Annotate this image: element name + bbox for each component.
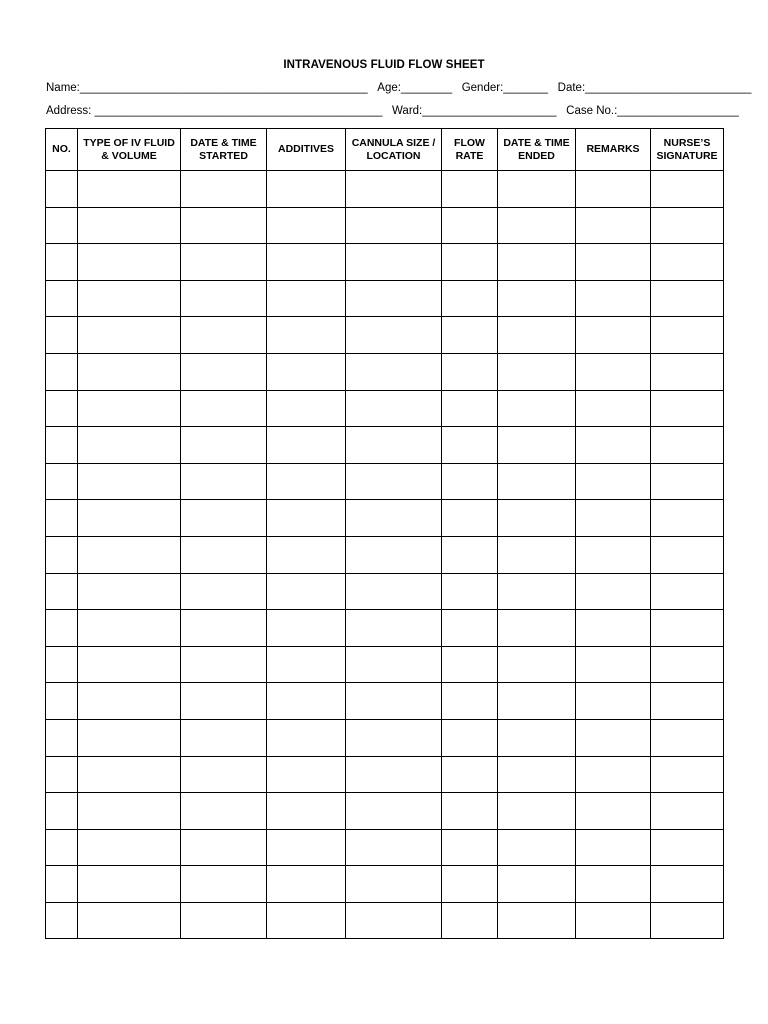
table-row [46, 390, 724, 427]
cell-cannula[interactable] [346, 427, 442, 464]
name-label: Name: [46, 82, 80, 94]
case-no-field[interactable] [566, 105, 739, 117]
cell-date-started[interactable] [181, 244, 267, 281]
cell-nurse-signature[interactable] [651, 610, 724, 647]
case-no-blank[interactable]: ___________________ [617, 105, 739, 117]
cell-iv-fluid[interactable] [78, 171, 181, 208]
cell-date-ended[interactable] [498, 463, 576, 500]
cell-no[interactable] [46, 610, 78, 647]
cell-cannula[interactable] [346, 171, 442, 208]
cell-cannula[interactable] [346, 573, 442, 610]
cell-additives[interactable] [267, 427, 346, 464]
cell-nurse-signature[interactable] [651, 902, 724, 939]
date-label: Date: [557, 82, 586, 94]
cell-cannula[interactable] [346, 244, 442, 281]
cell-iv-fluid[interactable] [78, 280, 181, 317]
cell-date-ended[interactable] [498, 280, 576, 317]
cell-date-started[interactable] [181, 353, 267, 390]
cell-date-started[interactable] [181, 793, 267, 830]
cell-date-ended[interactable] [498, 317, 576, 354]
cell-no[interactable] [46, 500, 78, 537]
cell-no[interactable] [46, 390, 78, 427]
age-field[interactable] [377, 82, 452, 94]
table-row [46, 500, 724, 537]
cell-nurse-signature[interactable] [651, 573, 724, 610]
cell-additives[interactable] [267, 317, 346, 354]
cell-iv-fluid[interactable] [78, 317, 181, 354]
table-row [46, 829, 724, 866]
date-blank[interactable]: __________________________ [585, 82, 752, 94]
table-row [46, 866, 724, 903]
cell-nurse-signature[interactable] [651, 793, 724, 830]
table-row [46, 756, 724, 793]
cell-date-started[interactable] [181, 829, 267, 866]
cell-remarks[interactable] [576, 207, 651, 244]
cell-date-ended[interactable] [498, 353, 576, 390]
cell-flow-rate[interactable] [442, 500, 498, 537]
cell-date-ended[interactable] [498, 536, 576, 573]
cell-iv-fluid[interactable] [78, 902, 181, 939]
cell-no[interactable] [46, 683, 78, 720]
cell-cannula[interactable] [346, 463, 442, 500]
cell-remarks[interactable] [576, 536, 651, 573]
gender-label: Gender: [461, 82, 504, 94]
cell-iv-fluid[interactable] [78, 500, 181, 537]
cell-date-ended[interactable] [498, 646, 576, 683]
cell-flow-rate[interactable] [442, 463, 498, 500]
cell-no[interactable] [46, 793, 78, 830]
cell-date-ended[interactable] [498, 207, 576, 244]
cell-nurse-signature[interactable] [651, 829, 724, 866]
cell-date-started[interactable] [181, 683, 267, 720]
cell-no[interactable] [46, 573, 78, 610]
cell-iv-fluid[interactable] [78, 536, 181, 573]
ward-field[interactable] [392, 105, 557, 117]
cell-additives[interactable] [267, 866, 346, 903]
cell-cannula[interactable] [346, 902, 442, 939]
cell-date-ended[interactable] [498, 793, 576, 830]
cell-additives[interactable] [267, 390, 346, 427]
col-header-no: NO. [46, 129, 78, 171]
table-row [46, 353, 724, 390]
cell-remarks[interactable] [576, 573, 651, 610]
col-header-additives: ADDITIVES [267, 129, 346, 171]
cell-iv-fluid[interactable] [78, 646, 181, 683]
patient-info-line-1 [46, 82, 752, 94]
cell-flow-rate[interactable] [442, 866, 498, 903]
cell-iv-fluid[interactable] [78, 390, 181, 427]
patient-info-line-2 [46, 105, 739, 117]
gender-field[interactable] [462, 82, 548, 94]
cell-no[interactable] [46, 756, 78, 793]
table-row [46, 610, 724, 647]
cell-flow-rate[interactable] [442, 536, 498, 573]
cell-iv-fluid[interactable] [78, 353, 181, 390]
cell-cannula[interactable] [346, 390, 442, 427]
cell-date-started[interactable] [181, 171, 267, 208]
cell-date-started[interactable] [181, 902, 267, 939]
name-field[interactable] [46, 82, 368, 94]
address-label: Address: [46, 105, 92, 117]
cell-no[interactable] [46, 207, 78, 244]
cell-flow-rate[interactable] [442, 719, 498, 756]
cell-flow-rate[interactable] [442, 353, 498, 390]
cell-no[interactable] [46, 902, 78, 939]
cell-additives[interactable] [267, 829, 346, 866]
cell-date-ended[interactable] [498, 829, 576, 866]
cell-nurse-signature[interactable] [651, 756, 724, 793]
cell-remarks[interactable] [576, 353, 651, 390]
cell-additives[interactable] [267, 171, 346, 208]
cell-additives[interactable] [267, 536, 346, 573]
cell-date-started[interactable] [181, 756, 267, 793]
table-row [46, 902, 724, 939]
cell-flow-rate[interactable] [442, 280, 498, 317]
cell-additives[interactable] [267, 573, 346, 610]
cell-flow-rate[interactable] [442, 317, 498, 354]
cell-cannula[interactable] [346, 646, 442, 683]
table-row [46, 683, 724, 720]
cell-date-started[interactable] [181, 646, 267, 683]
cell-nurse-signature[interactable] [651, 866, 724, 903]
table-row [46, 280, 724, 317]
cell-date-ended[interactable] [498, 719, 576, 756]
table-row [46, 427, 724, 464]
cell-remarks[interactable] [576, 280, 651, 317]
cell-additives[interactable] [267, 280, 346, 317]
cell-cannula[interactable] [346, 317, 442, 354]
cell-remarks[interactable] [576, 646, 651, 683]
cell-flow-rate[interactable] [442, 171, 498, 208]
cell-date-ended[interactable] [498, 756, 576, 793]
cell-additives[interactable] [267, 463, 346, 500]
cell-nurse-signature[interactable] [651, 171, 724, 208]
cell-flow-rate[interactable] [442, 683, 498, 720]
table-row [46, 793, 724, 830]
cell-nurse-signature[interactable] [651, 646, 724, 683]
case-no-label: Case No.: [566, 105, 618, 117]
cell-nurse-signature[interactable] [651, 244, 724, 281]
col-header-iv-fluid: TYPE OF IV FLUID & VOLUME [78, 129, 181, 171]
cell-flow-rate[interactable] [442, 427, 498, 464]
col-header-date-ended: DATE & TIME ENDED [498, 129, 576, 171]
cell-iv-fluid[interactable] [78, 610, 181, 647]
cell-remarks[interactable] [576, 866, 651, 903]
cell-remarks[interactable] [576, 500, 651, 537]
gender-blank[interactable]: _______ [503, 82, 549, 94]
cell-additives[interactable] [267, 353, 346, 390]
cell-nurse-signature[interactable] [651, 427, 724, 464]
cell-date-started[interactable] [181, 207, 267, 244]
cell-nurse-signature[interactable] [651, 390, 724, 427]
cell-date-started[interactable] [181, 500, 267, 537]
cell-date-started[interactable] [181, 317, 267, 354]
table-row [46, 536, 724, 573]
cell-nurse-signature[interactable] [651, 683, 724, 720]
cell-nurse-signature[interactable] [651, 207, 724, 244]
cell-date-ended[interactable] [498, 171, 576, 208]
cell-remarks[interactable] [576, 719, 651, 756]
cell-no[interactable] [46, 866, 78, 903]
cell-remarks[interactable] [576, 756, 651, 793]
cell-no[interactable] [46, 317, 78, 354]
cell-flow-rate[interactable] [442, 573, 498, 610]
cell-remarks[interactable] [576, 829, 651, 866]
cell-cannula[interactable] [346, 829, 442, 866]
col-header-flow-rate: FLOW RATE [442, 129, 498, 171]
cell-flow-rate[interactable] [442, 244, 498, 281]
cell-date-started[interactable] [181, 719, 267, 756]
cell-date-ended[interactable] [498, 610, 576, 647]
cell-flow-rate[interactable] [442, 646, 498, 683]
address-blank[interactable]: _____________________________________________ [94, 105, 383, 117]
cell-date-ended[interactable] [498, 902, 576, 939]
cell-remarks[interactable] [576, 793, 651, 830]
cell-nurse-signature[interactable] [651, 317, 724, 354]
cell-cannula[interactable] [346, 683, 442, 720]
cell-no[interactable] [46, 463, 78, 500]
table-header-row [46, 129, 724, 171]
table-row [46, 171, 724, 208]
cell-date-started[interactable] [181, 280, 267, 317]
cell-date-ended[interactable] [498, 500, 576, 537]
cell-no[interactable] [46, 646, 78, 683]
cell-remarks[interactable] [576, 610, 651, 647]
cell-flow-rate[interactable] [442, 756, 498, 793]
col-header-date-started: DATE & TIME STARTED [181, 129, 267, 171]
cell-flow-rate[interactable] [442, 902, 498, 939]
cell-remarks[interactable] [576, 171, 651, 208]
date-field[interactable] [558, 82, 752, 94]
ward-label: Ward: [392, 105, 423, 117]
table-row [46, 463, 724, 500]
table-row [46, 646, 724, 683]
cell-cannula[interactable] [346, 793, 442, 830]
cell-date-started[interactable] [181, 573, 267, 610]
cell-flow-rate[interactable] [442, 829, 498, 866]
cell-iv-fluid[interactable] [78, 793, 181, 830]
cell-no[interactable] [46, 280, 78, 317]
cell-iv-fluid[interactable] [78, 463, 181, 500]
cell-iv-fluid[interactable] [78, 427, 181, 464]
cell-no[interactable] [46, 244, 78, 281]
cell-flow-rate[interactable] [442, 207, 498, 244]
cell-date-ended[interactable] [498, 683, 576, 720]
cell-no[interactable] [46, 719, 78, 756]
cell-flow-rate[interactable] [442, 793, 498, 830]
cell-iv-fluid[interactable] [78, 829, 181, 866]
cell-additives[interactable] [267, 646, 346, 683]
cell-nurse-signature[interactable] [651, 280, 724, 317]
age-label: Age: [377, 82, 401, 94]
cell-additives[interactable] [267, 719, 346, 756]
sheet-title: INTRAVENOUS FLUID FLOW SHEET [283, 59, 485, 71]
cell-additives[interactable] [267, 756, 346, 793]
cell-no[interactable] [46, 353, 78, 390]
cell-no[interactable] [46, 829, 78, 866]
col-header-remarks: REMARKS [576, 129, 651, 171]
cell-additives[interactable] [267, 244, 346, 281]
address-field[interactable] [46, 105, 382, 117]
cell-date-started[interactable] [181, 610, 267, 647]
cell-iv-fluid[interactable] [78, 207, 181, 244]
cell-iv-fluid[interactable] [78, 573, 181, 610]
cell-nurse-signature[interactable] [651, 536, 724, 573]
ward-blank[interactable]: _____________________ [422, 105, 557, 117]
cell-iv-fluid[interactable] [78, 683, 181, 720]
cell-date-started[interactable] [181, 866, 267, 903]
cell-remarks[interactable] [576, 902, 651, 939]
cell-additives[interactable] [267, 683, 346, 720]
cell-date-ended[interactable] [498, 244, 576, 281]
cell-date-ended[interactable] [498, 866, 576, 903]
cell-flow-rate[interactable] [442, 610, 498, 647]
cell-date-ended[interactable] [498, 573, 576, 610]
cell-remarks[interactable] [576, 317, 651, 354]
cell-cannula[interactable] [346, 756, 442, 793]
cell-iv-fluid[interactable] [78, 244, 181, 281]
cell-flow-rate[interactable] [442, 390, 498, 427]
cell-cannula[interactable] [346, 500, 442, 537]
cell-remarks[interactable] [576, 244, 651, 281]
table-body [46, 171, 724, 939]
table-row [46, 317, 724, 354]
cell-date-started[interactable] [181, 427, 267, 464]
cell-cannula[interactable] [346, 536, 442, 573]
cell-iv-fluid[interactable] [78, 756, 181, 793]
cell-iv-fluid[interactable] [78, 866, 181, 903]
cell-nurse-signature[interactable] [651, 463, 724, 500]
iv-fluid-table [45, 128, 724, 939]
cell-remarks[interactable] [576, 683, 651, 720]
cell-remarks[interactable] [576, 427, 651, 464]
cell-cannula[interactable] [346, 719, 442, 756]
table-row [46, 207, 724, 244]
name-blank[interactable]: _____________________________________________ [79, 82, 368, 94]
cell-cannula[interactable] [346, 280, 442, 317]
table-row [46, 244, 724, 281]
cell-additives[interactable] [267, 207, 346, 244]
cell-cannula[interactable] [346, 207, 442, 244]
cell-additives[interactable] [267, 793, 346, 830]
cell-iv-fluid[interactable] [78, 719, 181, 756]
cell-additives[interactable] [267, 500, 346, 537]
cell-date-ended[interactable] [498, 390, 576, 427]
cell-additives[interactable] [267, 610, 346, 647]
cell-nurse-signature[interactable] [651, 719, 724, 756]
cell-remarks[interactable] [576, 463, 651, 500]
cell-date-ended[interactable] [498, 427, 576, 464]
cell-no[interactable] [46, 171, 78, 208]
cell-cannula[interactable] [346, 353, 442, 390]
cell-no[interactable] [46, 427, 78, 464]
cell-additives[interactable] [267, 902, 346, 939]
table-row [46, 573, 724, 610]
cell-date-started[interactable] [181, 536, 267, 573]
cell-date-started[interactable] [181, 390, 267, 427]
table-row [46, 719, 724, 756]
col-header-nurse-signature: NURSE’S SIGNATURE [651, 129, 724, 171]
cell-nurse-signature[interactable] [651, 500, 724, 537]
cell-date-started[interactable] [181, 463, 267, 500]
cell-remarks[interactable] [576, 390, 651, 427]
age-blank[interactable]: ________ [400, 82, 453, 94]
col-header-cannula: CANNULA SIZE / LOCATION [346, 129, 442, 171]
cell-cannula[interactable] [346, 610, 442, 647]
cell-cannula[interactable] [346, 866, 442, 903]
cell-no[interactable] [46, 536, 78, 573]
cell-nurse-signature[interactable] [651, 353, 724, 390]
